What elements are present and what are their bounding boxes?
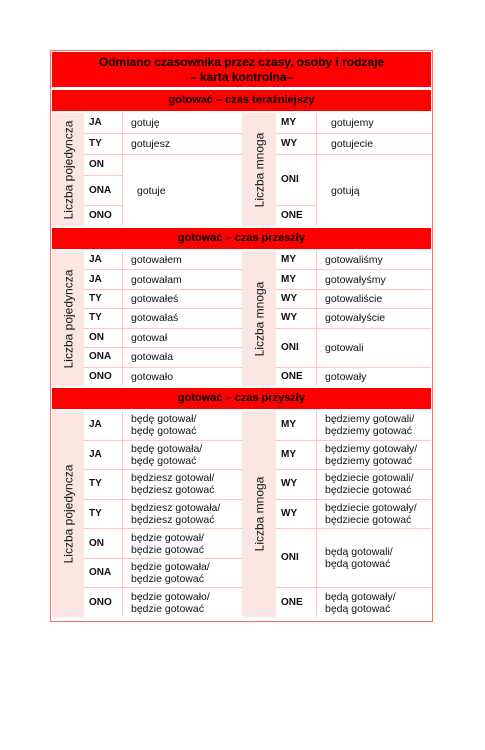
singular-table [84,113,242,226]
section-heading-past: gotować – czas przeszły [52,228,431,249]
person-cell: ONA [84,348,122,366]
plural-panel [242,411,431,617]
plural-label: Liczba mnoga [252,281,266,356]
person-cell: TY [84,470,122,499]
form-cell: będzie gotowało/ będzie gotować [123,588,242,617]
singular-label: Liczba pojedyncza [61,464,76,564]
person-cell: JA [84,113,122,133]
person-cell: ONE [276,588,316,617]
plural-label: Liczba mnoga [252,132,266,207]
singular-panel [52,251,242,386]
person-cell: TY [84,290,122,308]
form-cell: będziemy gotowały/ będziemy gotować [317,441,431,470]
form-cell: gotujesz [123,134,242,154]
form-cell: będę gotowała/ będę gotować [123,441,242,470]
present-tense-block [52,113,431,226]
person-cell: MY [276,441,316,470]
form-cell: będziemy gotowali/ będziemy gotować [317,411,431,440]
plural-table [276,251,431,386]
plural-table [276,411,431,617]
person-cell: ON [84,329,122,347]
form-cell: gotujecie [317,134,431,154]
person-cell: TY [84,134,122,154]
form-cell: będzie gotował/ będzie gotować [123,529,242,558]
past-tense-block [52,251,431,386]
singular-table [84,251,242,386]
form-cell: będziecie gotowali/ będziecie gotować [317,470,431,499]
person-cell: ONA [84,176,122,205]
person-cell: JA [84,251,122,269]
section-heading-future: gotować – czas przyszły [52,388,431,409]
person-cell: MY [276,411,316,440]
person-cell: ON [84,529,122,558]
future-tense-block [52,411,431,617]
form-cell: gotują [317,155,431,226]
form-cell: gotuje [123,155,242,226]
form-cell: będziesz gotowała/ będziesz gotować [123,500,242,529]
form-cell: gotowała [123,348,242,366]
person-cell: ONO [84,588,122,617]
person-cell: ONO [84,206,122,226]
person-cell: ON [84,155,122,175]
form-cell: gotowały [317,368,431,386]
person-cell: ONA [84,559,122,588]
person-cell: MY [276,113,316,133]
person-cell: WY [276,134,316,154]
plural-panel [242,251,431,386]
form-cell: gotowałeś [123,290,242,308]
person-cell: ONI [276,529,316,587]
form-cell: gotowało [123,368,242,386]
person-cell: JA [84,411,122,440]
singular-panel [52,411,242,617]
singular-table [84,411,242,617]
person-cell: WY [276,470,316,499]
person-cell: MY [276,270,316,288]
person-cell: ONE [276,206,316,226]
plural-label: Liczba mnoga [252,476,266,552]
form-cell: będą gotowali/ będą gotować [317,529,431,587]
form-cell: będziecie gotowały/ będziecie gotować [317,500,431,529]
person-cell: JA [84,270,122,288]
form-cell: gotowałyście [317,309,431,327]
form-cell: gotowałam [123,270,242,288]
form-cell: będzie gotowała/ będzie gotować [123,559,242,588]
person-cell: ONE [276,368,316,386]
form-cell: będą gotowały/ będą gotować [317,588,431,617]
singular-label: Liczba pojedyncza [61,120,76,219]
singular-label: Liczba pojedyncza [61,269,76,368]
plural-table [276,113,431,226]
plural-panel [242,113,431,226]
person-cell: TY [84,500,122,529]
form-cell: gotowaliśmy [317,251,431,269]
person-cell: ONO [84,368,122,386]
form-cell: gotowałaś [123,309,242,327]
form-cell: gotuję [123,113,242,133]
form-cell: gotujemy [317,113,431,133]
person-cell: TY [84,309,122,327]
form-cell: będziesz gotował/ będziesz gotować [123,470,242,499]
singular-panel [52,113,242,226]
form-cell: gotowałyśmy [317,270,431,288]
section-heading-present: gotować – czas teraźniejszy [52,90,431,111]
form-cell: gotowałem [123,251,242,269]
person-cell: WY [276,290,316,308]
form-cell: gotowaliście [317,290,431,308]
form-cell: będę gotował/ będę gotować [123,411,242,440]
form-cell: gotowali [317,329,431,367]
form-cell: gotował [123,329,242,347]
person-cell: ONI [276,155,316,205]
person-cell: JA [84,441,122,470]
person-cell: ONI [276,329,316,367]
person-cell: WY [276,500,316,529]
person-cell: MY [276,251,316,269]
person-cell: WY [276,309,316,327]
card-title: Odmiano czasownika przez czasy, osoby i rodzaje – karta kontrolna– [52,52,431,88]
